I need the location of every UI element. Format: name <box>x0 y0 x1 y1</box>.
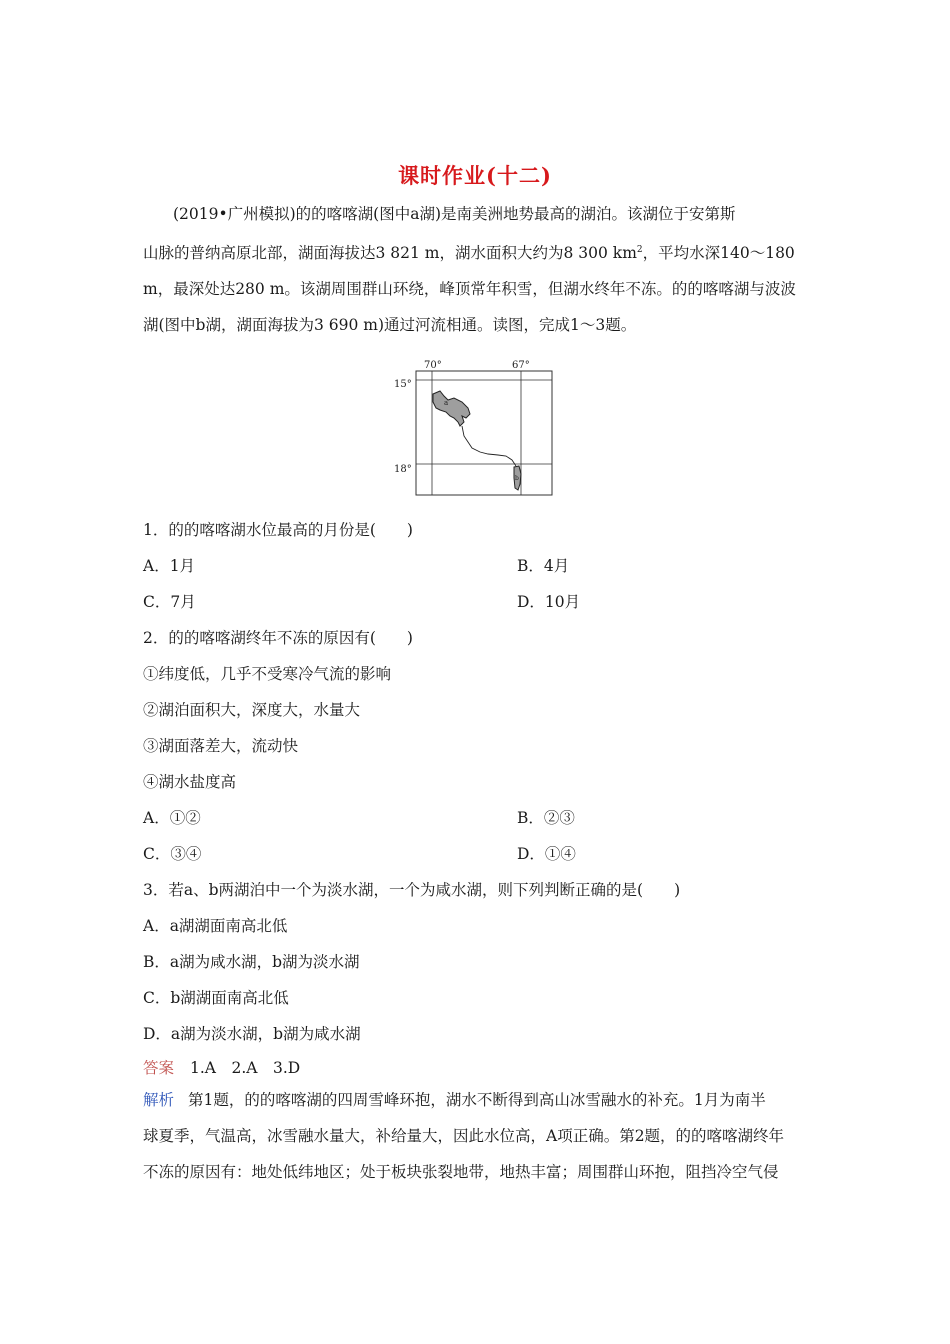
page-title: 课时作业(十二) <box>398 163 552 188</box>
question-3-option-d: D．a湖为淡水湖，b湖为咸水湖 <box>143 1025 361 1043</box>
explanation-paragraph <box>143 1082 808 1190</box>
explanation-label: 解析 <box>143 1091 175 1109</box>
map-frame <box>416 371 552 495</box>
question-1-option-d: D．10月 <box>517 593 581 611</box>
explanation-line: 球夏季，气温高，冰雪融水量大，补给量大，因此水位高，A项正确。第2题，的的喀喀湖终年 <box>143 1127 785 1145</box>
intro-line: m，最深处达280 m。该湖周围群山环绕，峰顶常年积雪，但湖水终年不冻。的的喀喀湖与波波 <box>143 280 796 299</box>
map-lat-label-15: 15° <box>394 379 412 390</box>
lake-map <box>388 356 558 498</box>
lake-a-label: a <box>444 399 449 407</box>
lake-b-label: b <box>515 475 519 482</box>
question-3-option-c: C．b湖湖面南高北低 <box>143 989 289 1007</box>
question-2-option-a: A．①② <box>143 809 201 827</box>
question-3-option-b: B．a湖为咸水湖，b湖为淡水湖 <box>143 953 360 971</box>
map-lon-label-70: 70° <box>424 360 442 371</box>
question-1-stem: 1．的的喀喀湖水位最高的月份是( ) <box>143 521 413 539</box>
river-line <box>462 426 516 466</box>
intro-line: 湖(图中b湖，湖面海拔为3 690 m)通过河流相通。读图，完成1～3题。 <box>143 316 637 335</box>
lake-a-shape <box>433 391 470 426</box>
question-1-option-c: C．7月 <box>143 593 196 611</box>
explanation-line: 不冻的原因有：地处低纬地区；处于板块张裂地带，地热丰富；周围群山环抱，阻挡冷空气侵 <box>143 1163 779 1181</box>
question-1-option-b: B．4月 <box>517 557 570 575</box>
question-1-option-a: A．1月 <box>143 557 196 575</box>
question-2-item-3: ③湖面落差大，流动快 <box>143 737 299 755</box>
question-3-option-a: A．a湖湖面南高北低 <box>143 917 288 935</box>
intro-line: 山脉的普纳高原北部，湖面海拔达3 821 m，湖水面积大约为8 300 $km^2$，平均水深140～180 <box>143 244 795 263</box>
question-2-option-c: C．③④ <box>143 845 202 863</box>
question-2-item-1: ①纬度低，几乎不受寒冷气流的影响 <box>143 665 392 683</box>
question-2-option-d: D．①④ <box>517 845 576 863</box>
question-2-item-4: ④湖水盐度高 <box>143 773 237 791</box>
question-2-option-b: B．②③ <box>517 809 575 827</box>
map-lon-label-67: 67° <box>512 360 530 371</box>
question-2-item-2: ②湖泊面积大，深度大，水量大 <box>143 701 361 719</box>
intro-line: (2019•广州模拟)的的喀喀湖(图中a湖)是南美洲地势最高的湖泊。该湖位于安第斯 <box>173 205 736 223</box>
explanation-line: 解析 第1题，的的喀喀湖的四周雪峰环抱，湖水不断得到高山冰雪融水的补充。1月为南半 <box>143 1091 766 1109</box>
question-3-stem: 3．若a、b两湖泊中一个为淡水湖，一个为咸水湖，则下列判断正确的是( ) <box>143 881 681 899</box>
answer-text: 1.A 2.A 3.D <box>190 1059 301 1077</box>
map-lat-label-18: 18° <box>394 464 412 475</box>
intro-paragraph <box>143 196 808 343</box>
question-2-stem: 2．的的喀喀湖终年不冻的原因有( ) <box>143 629 413 647</box>
answer-label: 答案 <box>143 1059 175 1077</box>
answer-line <box>143 1056 300 1078</box>
